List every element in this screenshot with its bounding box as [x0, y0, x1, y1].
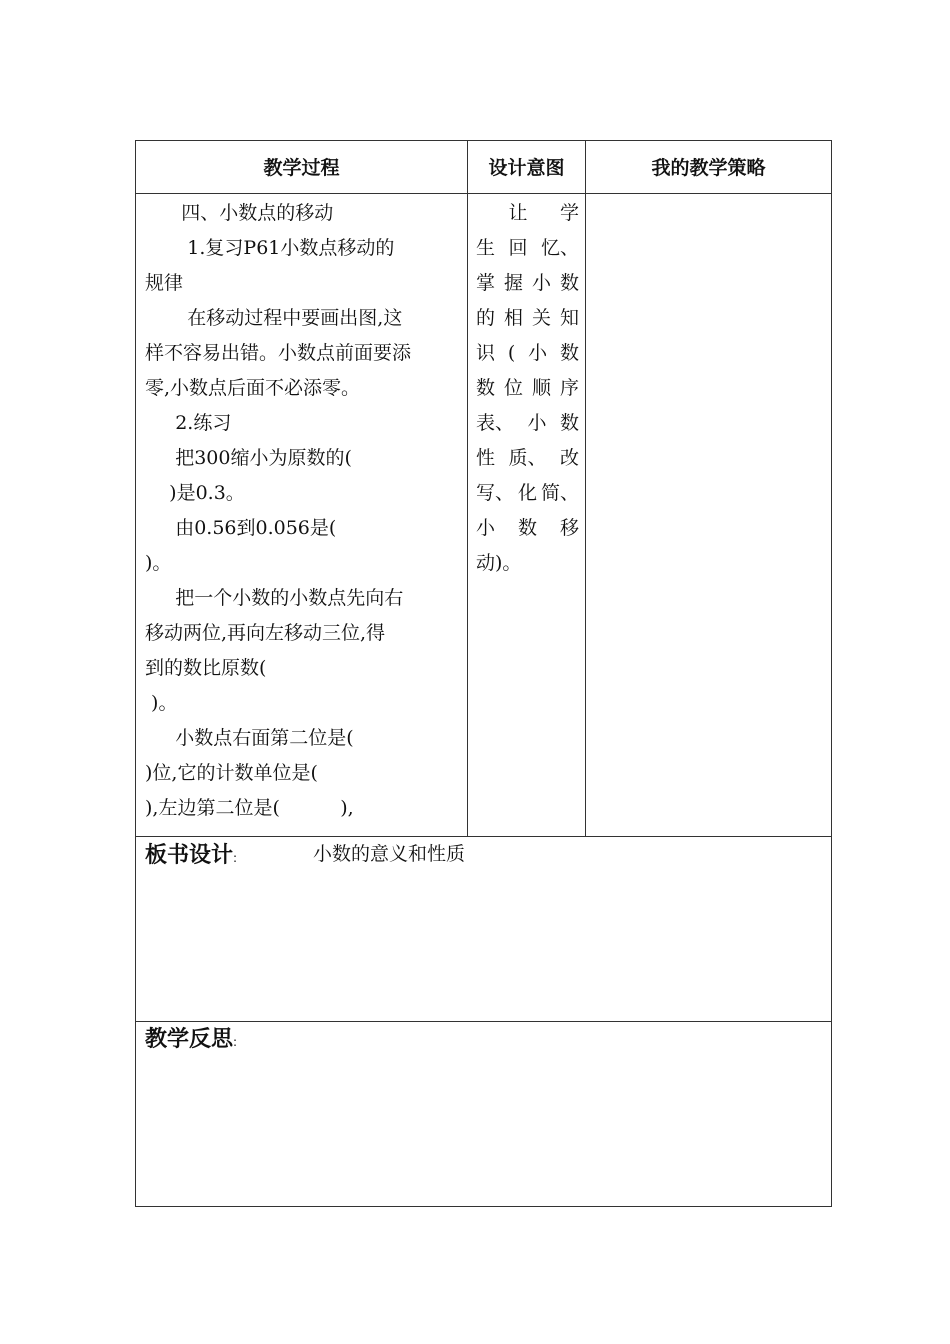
column-divider-1: [467, 140, 468, 837]
intent-char: 位: [503, 377, 523, 399]
intent-char: 掌: [476, 272, 496, 294]
intent-char: 小: [531, 272, 551, 294]
intent-char: 关: [531, 307, 551, 329]
intent-char: 忆、: [540, 237, 579, 259]
reflection-title: 教学反思: [145, 1027, 234, 1052]
design-intent-content: [476, 196, 579, 581]
intent-char: 知: [559, 307, 579, 329]
process-line: 四、小数点的移动: [145, 202, 334, 224]
process-line: )。: [145, 552, 172, 574]
reflection-label: [145, 1022, 237, 1053]
intent-char: 识: [476, 342, 496, 364]
reflection-colon: :: [233, 1035, 238, 1049]
intent-char: 移: [559, 517, 579, 539]
intent-char: 改: [559, 447, 579, 469]
intent-char: 小: [476, 517, 496, 539]
process-line: ),左边第二位是( ),: [145, 797, 354, 819]
board-design-title: 板书设计: [145, 843, 234, 868]
process-line: )。: [145, 692, 178, 714]
intent-char: 动)。: [476, 552, 522, 574]
teaching-process-content: [145, 196, 463, 836]
process-line: 小数点右面第二位是(: [145, 727, 354, 749]
intent-char: (: [507, 342, 516, 364]
intent-char: 数: [559, 342, 579, 364]
process-line: 1.复习P61小数点移动的: [145, 237, 395, 259]
process-line: 2.练习: [145, 412, 232, 434]
process-line: )位,它的计数单位是(: [145, 762, 318, 784]
intent-line: [476, 266, 579, 301]
header-teaching-process: 教学过程: [263, 157, 340, 179]
header-design-intent: 设计意图: [488, 157, 565, 179]
intent-char: 数: [517, 517, 537, 539]
intent-char: 相: [503, 307, 523, 329]
intent-line: [476, 336, 579, 371]
intent-char: 顺: [531, 377, 551, 399]
my-strategy-content: [586, 194, 831, 836]
intent-line: [476, 231, 579, 266]
intent-char: 握: [503, 272, 523, 294]
header-my-strategy: 我的教学策略: [651, 157, 766, 179]
reflection-divider: [135, 1021, 832, 1022]
intent-line: [476, 301, 579, 336]
board-design-colon: :: [233, 851, 238, 865]
process-line: )是0.3。: [145, 482, 245, 504]
intent-char: 回: [508, 237, 528, 259]
intent-char: 化: [517, 482, 537, 504]
process-line: 移动两位,再向左移动三位,得: [145, 622, 386, 644]
intent-line: [476, 546, 579, 581]
intent-line: [476, 476, 579, 511]
board-design-content: 小数的意义和性质: [313, 843, 466, 865]
intent-char: 让: [508, 202, 528, 224]
process-line: 到的数比原数(: [145, 657, 267, 679]
intent-char: 数: [559, 272, 579, 294]
intent-char: 生: [476, 237, 496, 259]
board-divider: [135, 836, 832, 837]
process-line: 把一个小数的小数点先向右: [145, 587, 404, 609]
intent-line: [476, 406, 579, 441]
intent-char: 小: [527, 412, 547, 434]
process-line: 由0.56到0.056是(: [145, 517, 337, 539]
intent-line: [476, 511, 579, 546]
intent-char: 质、: [508, 447, 547, 469]
intent-char: 表、: [476, 412, 515, 434]
intent-char: 性: [476, 447, 496, 469]
intent-char: 的: [476, 307, 496, 329]
process-line: 规律: [145, 272, 184, 294]
process-line: 把300缩小为原数的(: [145, 447, 352, 469]
intent-char: 简、: [540, 482, 579, 504]
intent-line: [476, 371, 579, 406]
process-line: 零,小数点后面不必添零。: [145, 377, 361, 399]
intent-char: 学: [559, 202, 579, 224]
intent-char: 写、: [476, 482, 515, 504]
board-design-label: [145, 838, 237, 869]
intent-char: 数: [476, 377, 496, 399]
process-line: 在移动过程中要画出图,这: [145, 307, 403, 329]
intent-line: [476, 196, 579, 231]
intent-char: 小: [528, 342, 548, 364]
intent-char: 数: [559, 412, 579, 434]
intent-line: [476, 441, 579, 476]
process-line: 样不容易出错。小数点前面要添: [145, 342, 412, 364]
intent-char: 序: [559, 377, 579, 399]
